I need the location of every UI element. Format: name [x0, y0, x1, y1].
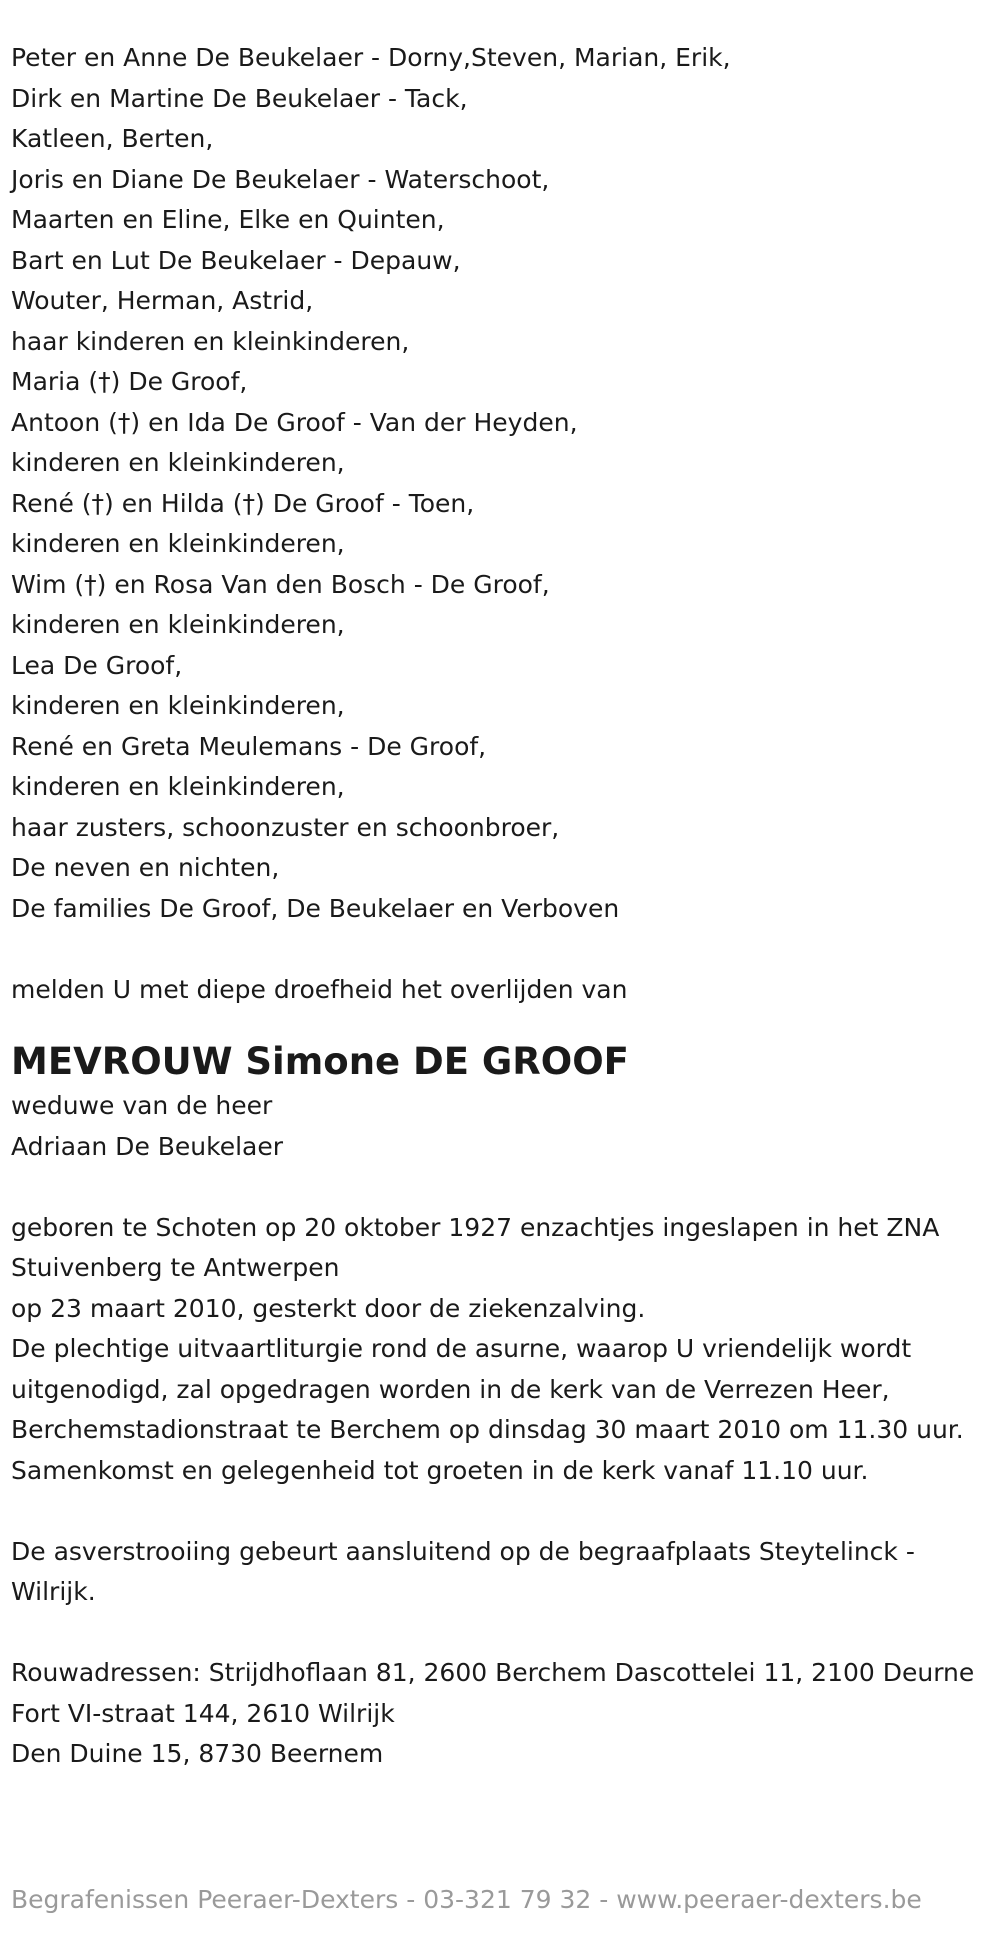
family-line: De neven en nichten, — [11, 853, 280, 882]
family-line: kinderen en kleinkinderen, — [11, 529, 345, 558]
family-line: kinderen en kleinkinderen, — [11, 610, 345, 639]
death-notice — [11, 38, 996, 1775]
address-line: Fort VI-straat 144, 2610 Wilrijk — [11, 1698, 395, 1728]
family-line: Katleen, Berten, — [11, 124, 214, 153]
mourning-addresses — [11, 1653, 996, 1775]
address-line: Den Duine 15, 8730 Beernem — [11, 1739, 384, 1768]
gathering-paragraph: Samenkomst en gelegenheid tot groeten in de kerk vanaf 11.10 uur. — [11, 1455, 869, 1485]
family-line: De families De Groof, De Beukelaer en Verboven — [11, 893, 620, 923]
spacer — [11, 1613, 996, 1654]
family-line: Dirk en Martine De Beukelaer - Tack, — [11, 83, 468, 113]
family-line: kinderen en kleinkinderen, — [11, 691, 345, 720]
scattering-paragraph: De asverstrooiing gebeurt aansluitend op de begraafplaats Steytelinck - Wilrijk. — [11, 1536, 915, 1606]
family-line: René (†) en Hilda (†) De Groof - Toen, — [11, 488, 475, 518]
family-line: René en Greta Meulemans - De Groof, — [11, 731, 487, 761]
birth-paragraph: geboren te Schoten op 20 oktober 1927 enzachtjes ingeslapen in het ZNA Stuivenberg te Antwerpen — [11, 1212, 940, 1282]
family-line: Joris en Diane De Beukelaer - Waterschoot, — [11, 164, 550, 194]
family-list — [11, 38, 996, 929]
spacer — [11, 1491, 996, 1532]
spacer — [11, 1167, 996, 1208]
announcement-text: melden U met diepe droefheid het overlijden van — [11, 974, 628, 1004]
family-line: haar zusters, schoonzuster en schoonbroer, — [11, 812, 560, 842]
family-line: Antoon (†) en Ida De Groof - Van der Heyden, — [11, 407, 578, 437]
family-line: Maarten en Eline, Elke en Quinten, — [11, 205, 445, 234]
deceased-name: MEVROUW Simone DE GROOF — [11, 1040, 629, 1083]
widow-line: weduwe van de heer — [11, 1091, 273, 1120]
family-line: Peter en Anne De Beukelaer - Dorny,Steven, Marian, Erik, — [11, 43, 731, 72]
family-line: Wouter, Herman, Astrid, — [11, 286, 314, 315]
family-line: haar kinderen en kleinkinderen, — [11, 326, 410, 356]
spacer — [11, 1010, 996, 1034]
address-line: Rouwadressen: Strijdhoflaan 81, 2600 Berchem Dascottelei 11, 2100 Deurne — [11, 1658, 975, 1687]
widow-line: Adriaan De Beukelaer — [11, 1131, 284, 1161]
family-line: Wim (†) en Rosa Van den Bosch - De Groof, — [11, 569, 550, 599]
ceremony-paragraph: De plechtige uitvaartliturgie rond de asurne, waarop U vriendelijk wordt uitgenodigd, zal opgedragen worden in de kerk van de Verrezen Heer, Berchemstadionstraat te Berchem op dinsdag 30 maart 2010 om 11.30 uur. — [11, 1334, 964, 1444]
funeral-home-footer: Begrafenissen Peeraer-Dexters - 03-321 79 32 - www.peeraer-dexters.be — [11, 1885, 922, 1914]
family-line: Maria (†) De Groof, — [11, 367, 248, 396]
family-line: kinderen en kleinkinderen, — [11, 448, 345, 477]
spacer — [11, 929, 996, 970]
family-line: Bart en Lut De Beukelaer - Depauw, — [11, 245, 461, 275]
family-line: kinderen en kleinkinderen, — [11, 772, 345, 801]
family-line: Lea De Groof, — [11, 650, 183, 680]
death-paragraph: op 23 maart 2010, gesterkt door de ziekenzalving. — [11, 1293, 646, 1323]
